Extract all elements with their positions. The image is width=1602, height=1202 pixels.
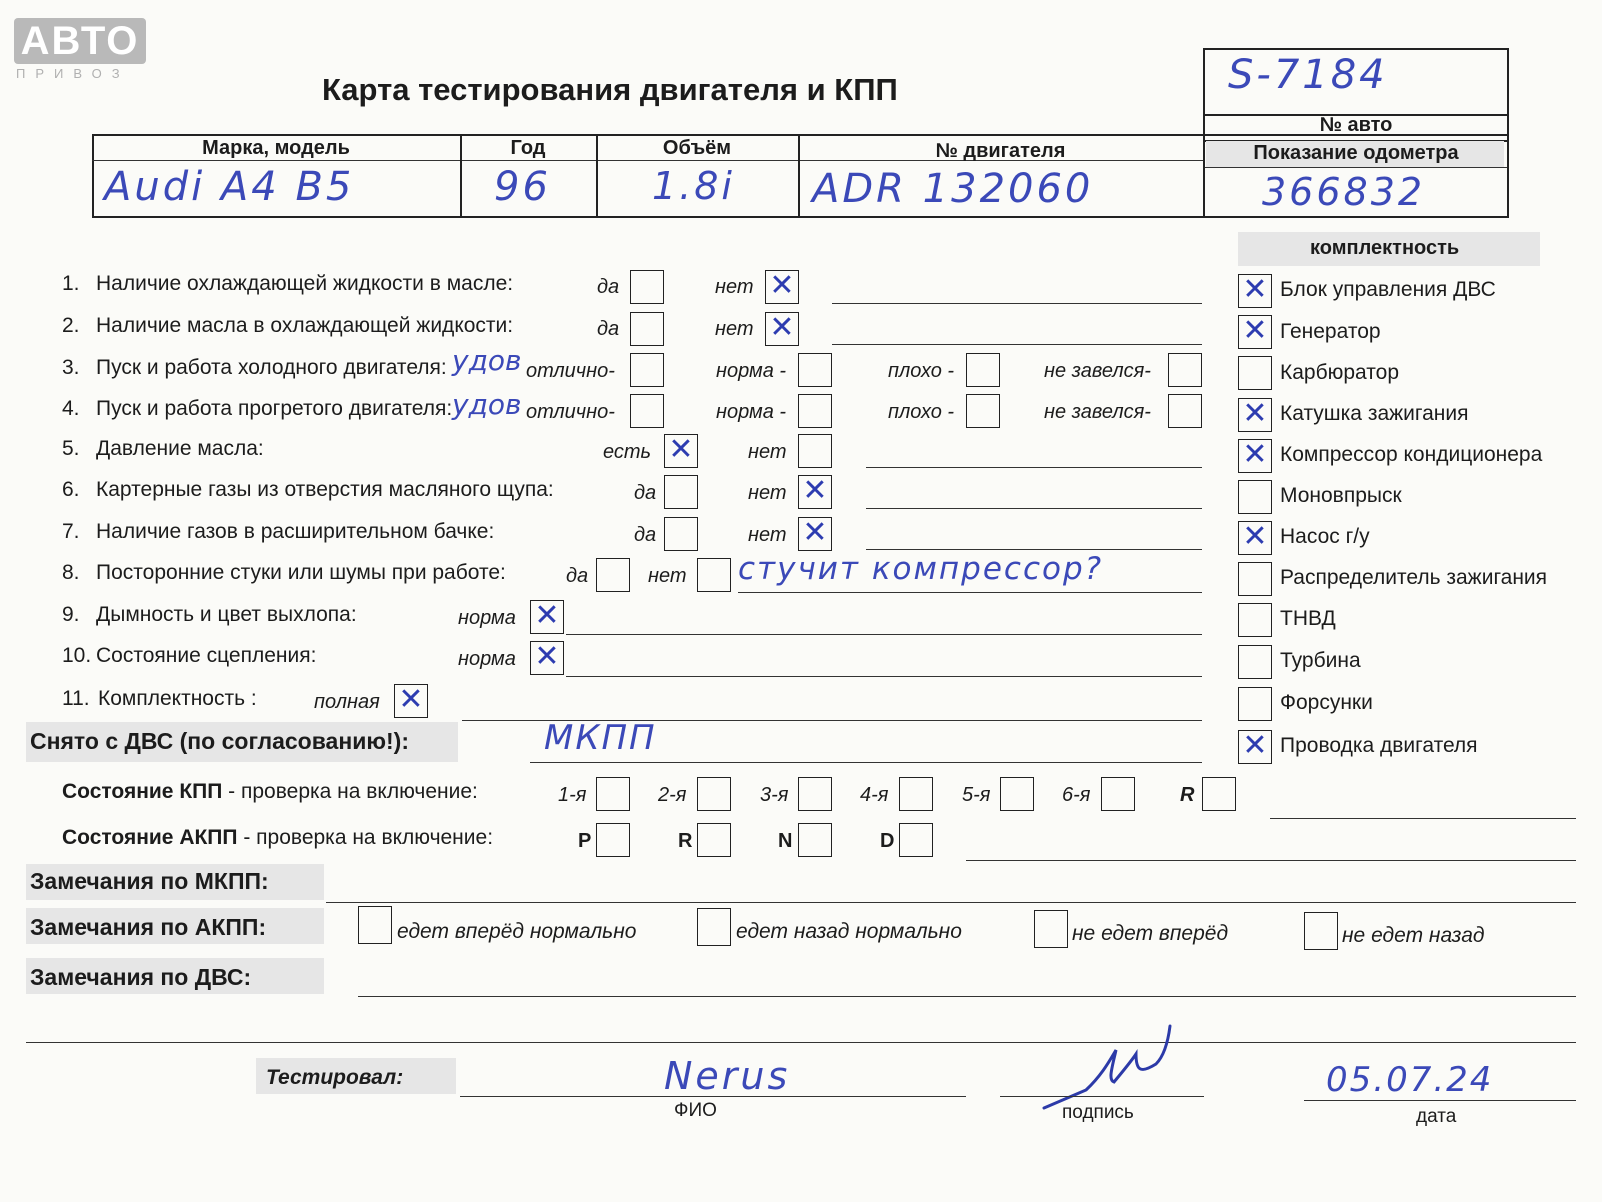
volume-label: Объём: [662, 137, 732, 159]
check-row-4-text: Пуск и работа прогретого двигателя:: [96, 397, 453, 420]
gear-label: R: [1180, 784, 1195, 806]
check-row-2-num: 2.: [62, 314, 80, 337]
gear-2-checkbox[interactable]: [697, 777, 731, 811]
logo: АВТО: [14, 18, 146, 64]
removed-label: Снято с ДВС (по согласованию!):: [30, 728, 409, 754]
signature-line: [1000, 1096, 1204, 1097]
row-6-line: [866, 508, 1202, 509]
gear-label: 6-я: [1062, 784, 1091, 806]
akpp-n-checkbox[interactable]: [798, 823, 832, 857]
row-2-no-checkbox[interactable]: ✕: [765, 312, 799, 346]
completeness-item: Компрессор кондиционера: [1280, 443, 1543, 466]
completeness-checkbox[interactable]: ✕: [1238, 315, 1272, 349]
row-4-bad-checkbox[interactable]: [966, 394, 1000, 428]
odometer-value: 366832: [1262, 170, 1426, 214]
gear-label: 2-я: [658, 784, 687, 806]
row-2-yes-checkbox[interactable]: [630, 312, 664, 346]
excellent-label: отлично-: [526, 401, 615, 423]
yes-label: да: [597, 276, 620, 298]
check-row-8-text: Посторонние стуки или шумы при работе:: [96, 561, 506, 584]
completeness-item: Насос г/у: [1280, 525, 1370, 548]
gear-6-checkbox[interactable]: [1101, 777, 1135, 811]
row-3-excellent-checkbox[interactable]: [630, 353, 664, 387]
bad-label: плохо -: [888, 360, 955, 382]
remarks-dvs-line-2: [26, 1042, 1576, 1043]
row-2-line: [832, 344, 1202, 345]
normal-label: норма -: [716, 401, 787, 423]
auto-number-value: S-7184: [1228, 52, 1388, 98]
akpp-no-backward-checkbox[interactable]: [1304, 912, 1338, 950]
no-label: нет: [748, 441, 787, 463]
check-row-11-num: 11.: [62, 687, 90, 710]
check-row-5-num: 5.: [62, 437, 80, 460]
completeness-checkbox[interactable]: ✕: [1238, 274, 1272, 308]
akpp-option-label: не едет назад: [1342, 924, 1485, 947]
row-10-normal-checkbox[interactable]: ✕: [530, 641, 564, 675]
row-7-no-checkbox[interactable]: ✕: [798, 517, 832, 551]
normal-label: норма: [458, 607, 516, 629]
akpp-option-label: едет назад нормально: [736, 920, 962, 943]
make-label: Марка, модель: [202, 137, 350, 159]
completeness-checkbox[interactable]: ✕: [1238, 398, 1272, 432]
name-caption: ФИО: [674, 1100, 717, 1121]
akpp-label-bold: Состояние АКПП: [62, 826, 238, 849]
gear-label: 3-я: [760, 784, 789, 806]
yes-label: да: [634, 482, 657, 504]
completeness-item: Распределитель зажигания: [1280, 566, 1548, 589]
akpp-forward-ok-checkbox[interactable]: [358, 906, 392, 944]
page-title: Карта тестирования двигателя и КПП: [322, 72, 898, 107]
row-10-line: [566, 676, 1202, 677]
akpp-no-forward-checkbox[interactable]: [1034, 910, 1068, 948]
check-row-7-num: 7.: [62, 520, 80, 543]
remarks-dvs-line: [358, 996, 1576, 997]
gear-label: 1-я: [558, 784, 587, 806]
check-row-3-text: Пуск и работа холодного двигателя:: [96, 356, 447, 379]
akpp-d-checkbox[interactable]: [899, 823, 933, 857]
yes-label: да: [597, 318, 620, 340]
row-7-line: [866, 549, 1202, 550]
completeness-checkbox[interactable]: [1238, 687, 1272, 721]
check-row-10-text: Состояние сцепления:: [96, 644, 317, 667]
akpp-option-label: едет вперёд нормально: [397, 920, 637, 943]
row-8-yes-checkbox[interactable]: [596, 558, 630, 592]
row-11-full-checkbox[interactable]: ✕: [394, 684, 428, 718]
completeness-item: ТНВД: [1280, 607, 1336, 630]
completeness-title: комплектность: [1310, 237, 1460, 259]
completeness-checkbox[interactable]: [1238, 603, 1272, 637]
completeness-checkbox[interactable]: ✕: [1238, 439, 1272, 473]
akpp-mode-label: N: [778, 830, 793, 852]
year-value: 96: [494, 164, 551, 210]
row-1-no-checkbox[interactable]: ✕: [765, 270, 799, 304]
akpp-label-rest: - проверка на включение:: [237, 826, 494, 849]
row-8-line: [738, 592, 1202, 593]
no-label: нет: [748, 482, 787, 504]
remarks-mkpp-line: [326, 902, 1576, 903]
name-line: [460, 1096, 966, 1097]
check-row-9-num: 9.: [62, 603, 80, 626]
normal-label: норма -: [716, 360, 787, 382]
engine-label: № двигателя: [935, 140, 1066, 162]
excellent-label: отлично-: [526, 360, 615, 382]
row-5-line: [866, 467, 1202, 468]
gear-label: 4-я: [860, 784, 889, 806]
row-6-no-checkbox[interactable]: ✕: [798, 475, 832, 509]
logo-subtitle: ПРИВОЗ: [16, 66, 130, 81]
row-3-bad-checkbox[interactable]: [966, 353, 1000, 387]
bad-label: плохо -: [888, 401, 955, 423]
gear-label: 5-я: [962, 784, 991, 806]
check-row-11-text: Комплектность :: [98, 687, 257, 710]
make-value: Audi A4 B5: [104, 164, 355, 210]
warm-start-handwriting: удов: [452, 388, 522, 421]
check-row-1-text: Наличие охлаждающей жидкости в масле:: [96, 272, 514, 295]
row-4-excellent-checkbox[interactable]: [630, 394, 664, 428]
akpp-label: [62, 826, 493, 850]
check-row-6-num: 6.: [62, 478, 80, 501]
gear-3-checkbox[interactable]: [798, 777, 832, 811]
kpp-label-rest: - проверка на включение:: [222, 780, 478, 803]
gear-4-checkbox[interactable]: [899, 777, 933, 811]
completeness-item: Турбина: [1280, 649, 1361, 672]
remarks-mkpp-label: Замечания по МКПП:: [30, 868, 269, 894]
akpp-mode-label: D: [880, 830, 895, 852]
noise-note-handwriting: стучит компрессор?: [738, 551, 1104, 587]
no-label: нет: [715, 318, 754, 340]
row-8-no-checkbox[interactable]: [697, 558, 731, 592]
row-3-not-started-checkbox[interactable]: [1168, 353, 1202, 387]
auto-number-label: № авто: [1319, 114, 1393, 136]
kpp-label: [62, 780, 478, 804]
year-label: Год: [510, 137, 546, 159]
row-6-yes-checkbox[interactable]: [664, 475, 698, 509]
gear-5-checkbox[interactable]: [1000, 777, 1034, 811]
signature-caption: подпись: [1062, 1102, 1134, 1123]
akpp-r-checkbox[interactable]: [697, 823, 731, 857]
tested-label: Тестировал:: [266, 1066, 404, 1089]
not-started-label: не завелся-: [1044, 360, 1151, 382]
row-7-yes-checkbox[interactable]: [664, 517, 698, 551]
completeness-item: Блок управления ДВС: [1280, 278, 1496, 301]
row-9-normal-checkbox[interactable]: ✕: [530, 600, 564, 634]
completeness-item: Форсунки: [1280, 691, 1373, 714]
gear-1-checkbox[interactable]: [596, 777, 630, 811]
akpp-option-label: не едет вперёд: [1072, 922, 1229, 945]
date-caption: дата: [1416, 1106, 1457, 1127]
check-row-10-num: 10.: [62, 644, 92, 667]
completeness-checkbox[interactable]: ✕: [1238, 730, 1272, 764]
check-row-4-num: 4.: [62, 397, 80, 420]
check-row-2-text: Наличие масла в охлаждающей жидкости:: [96, 314, 514, 337]
row-5-no-checkbox[interactable]: [798, 434, 832, 468]
akpp-p-checkbox[interactable]: [596, 823, 630, 857]
kpp-line: [1270, 818, 1576, 819]
engine-value: ADR 132060: [812, 166, 1094, 212]
no-label: нет: [648, 565, 687, 587]
check-row-9-text: Дымность и цвет выхлопа:: [96, 603, 357, 626]
completeness-checkbox[interactable]: [1238, 356, 1272, 390]
yes-label: да: [634, 524, 657, 546]
kpp-label-bold: Состояние КПП: [62, 780, 223, 803]
completeness-item: Проводка двигателя: [1280, 734, 1478, 757]
row-4-normal-checkbox[interactable]: [798, 394, 832, 428]
tester-name: Nerus: [664, 1054, 791, 1098]
no-label: нет: [715, 276, 754, 298]
cold-start-handwriting: удов: [452, 344, 522, 377]
date-line: [1304, 1100, 1576, 1101]
completeness-checkbox[interactable]: [1238, 645, 1272, 679]
check-row-1-num: 1.: [62, 272, 80, 295]
completeness-item: Катушка зажигания: [1280, 402, 1469, 425]
has-label: есть: [603, 441, 652, 463]
row-1-line: [832, 303, 1202, 304]
no-label: нет: [748, 524, 787, 546]
akpp-mode-label: P: [578, 830, 592, 852]
odometer-label: Показание одометра: [1253, 142, 1459, 164]
gear-r-checkbox[interactable]: [1202, 777, 1236, 811]
row-1-yes-checkbox[interactable]: [630, 270, 664, 304]
check-row-7-text: Наличие газов в расширительном бачке:: [96, 520, 495, 543]
row-4-not-started-checkbox[interactable]: [1168, 394, 1202, 428]
completeness-checkbox[interactable]: [1238, 480, 1272, 514]
removed-handwriting: МКПП: [544, 718, 657, 758]
removed-line: [530, 762, 1202, 763]
akpp-mode-label: R: [678, 830, 693, 852]
row-9-line: [566, 634, 1202, 635]
remarks-akpp-label: Замечания по АКПП:: [30, 914, 267, 940]
akpp-backward-ok-checkbox[interactable]: [697, 908, 731, 946]
check-row-3-num: 3.: [62, 356, 80, 379]
completeness-item: Генератор: [1280, 320, 1381, 343]
full-label: полная: [314, 691, 380, 713]
check-row-5-text: Давление масла:: [96, 437, 264, 460]
row-5-has-checkbox[interactable]: ✕: [664, 434, 698, 468]
check-row-8-num: 8.: [62, 561, 80, 584]
completeness-checkbox[interactable]: [1238, 562, 1272, 596]
check-row-6-text: Картерные газы из отверстия масляного щупа:: [96, 478, 554, 501]
yes-label: да: [566, 565, 589, 587]
odometer-divider: [1203, 167, 1507, 168]
completeness-checkbox[interactable]: ✕: [1238, 521, 1272, 555]
normal-label: норма: [458, 648, 516, 670]
completeness-item: Моновпрыск: [1280, 484, 1402, 507]
date-value: 05.07.24: [1326, 1060, 1494, 1100]
completeness-item: Карбюратор: [1280, 361, 1400, 384]
not-started-label: не завелся-: [1044, 401, 1151, 423]
remarks-dvs-label: Замечания по ДВС:: [30, 964, 252, 990]
row-3-normal-checkbox[interactable]: [798, 353, 832, 387]
akpp-line: [966, 860, 1576, 861]
volume-value: 1.8i: [652, 164, 735, 208]
